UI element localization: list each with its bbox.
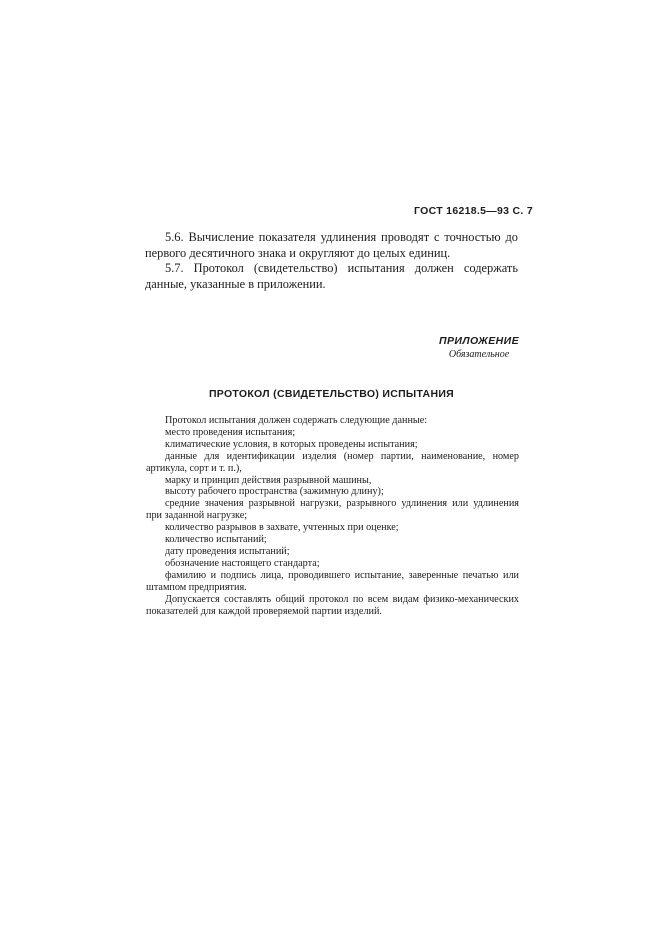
list-item: климатические условия, в которых проведены испытания; [165,438,418,450]
paragraph-5-6: 5.6. Вычисление показателя удлинения проводят с точностью до первого десятичного знака и округляют до целых единиц. [145,230,518,260]
appendix-title: ПРИЛОЖЕНИЕ [439,335,519,347]
paragraph-5-7: 5.7. Протокол (свидетельство) испытания должен содержать данные, указанные в приложении. [145,261,518,291]
list-item: средние значения разрывной нагрузки, разрывного удлинения или удлинения при заданной нагрузке; [146,498,519,522]
list-item: количество испытаний; [165,534,267,546]
protocol-intro: Протокол испытания должен содержать следующие данные: [165,415,428,426]
page-header-standard: ГОСТ 16218.5—93 С. 7 [414,205,533,217]
list-item: дату проведения испытаний; [165,545,290,557]
list-item: обозначение настоящего стандарта; [165,557,320,569]
protocol-title: ПРОТОКОЛ (СВИДЕТЕЛЬСТВО) ИСПЫТАНИЯ [208,388,455,400]
list-item: место проведения испытания; [165,426,296,438]
main-text [145,230,518,292]
list-item: количество разрывов в захвате, учтенных при оценке; [165,522,399,534]
protocol-content [146,415,519,617]
list-item: высоту рабочего пространства (зажимную длину); [165,486,384,498]
list-item: данные для идентификации изделия (номер партии, наименование, номер артикула, сорт и т. п.), [146,450,519,474]
list-item: фамилию и подпись лица, проводившего испытание, заверенные печатью или штампом предприятия. [146,569,519,593]
protocol-note: Допускается составлять общий протокол по всем видам физико-механических показателей для каждой проверяемой партии изделий. [146,593,519,617]
appendix-heading [439,335,519,360]
list-item: марку и принцип действия разрывной машины, [165,474,372,486]
appendix-subtitle: Обязательное [448,349,510,360]
